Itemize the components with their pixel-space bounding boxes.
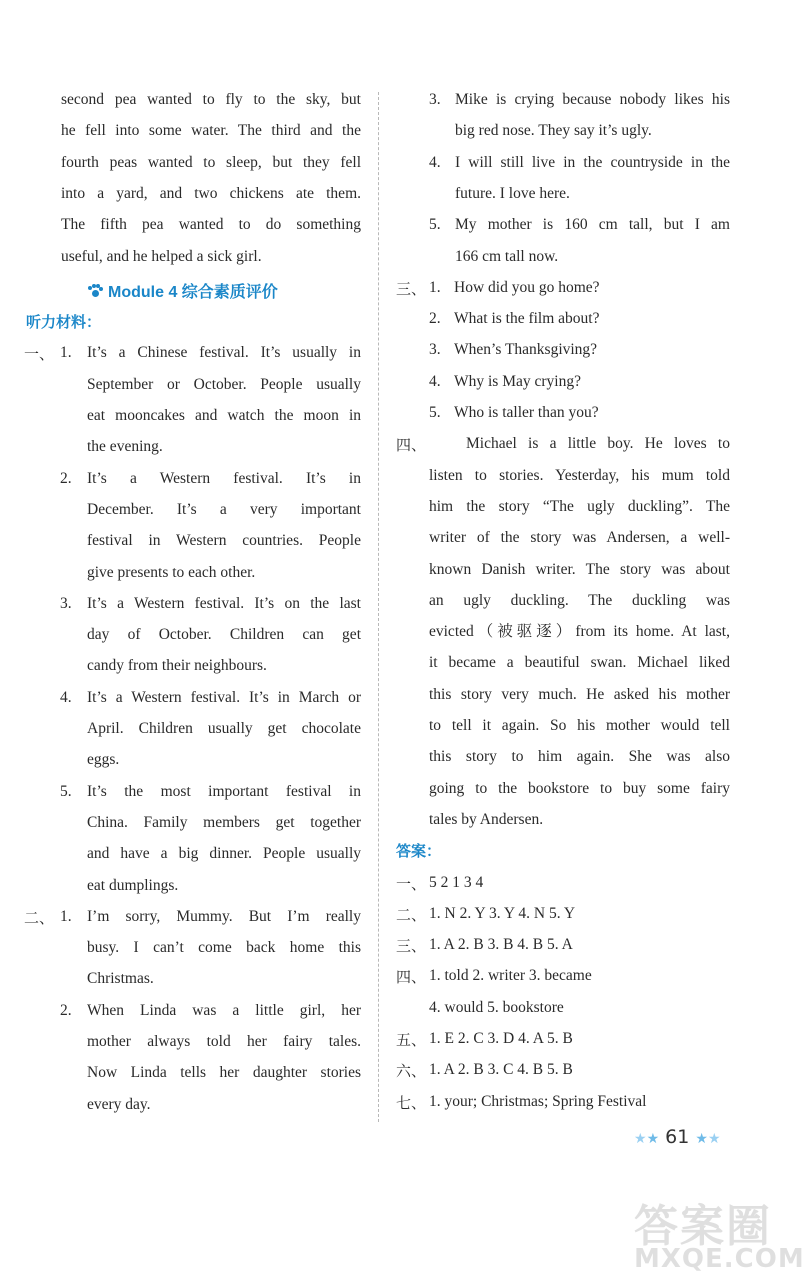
answer-line: 4. would 5. bookstore — [429, 998, 564, 1016]
answer-marker: 五、 — [396, 1031, 427, 1049]
passage-line: writer of the story was Andersen, a well- — [429, 529, 730, 547]
item-number: 2. — [60, 1001, 72, 1019]
answer-line: 1. N 2. Y 3. Y 4. N 5. Y — [429, 904, 576, 922]
item-text-line: eat dumplings. — [87, 876, 179, 894]
answer-line: 1. E 2. C 3. D 4. A 5. B — [429, 1030, 573, 1047]
item-text-line: big red nose. They say it’s ugly. — [455, 122, 652, 140]
item-text-line: future. I love here. — [455, 184, 570, 202]
item-text-line: China. Family members get together — [87, 813, 361, 831]
item-text-line: April. Children usually get chocolate — [87, 720, 361, 737]
answer-line: 1. your; Christmas; Spring Festival — [429, 1092, 647, 1110]
item-number: 4. — [60, 688, 72, 706]
item-number: 1. — [429, 278, 441, 296]
item-number: 4. — [429, 153, 441, 171]
item-text-line: mother always told her fairy tales. — [87, 1033, 361, 1050]
answer-line: 5 2 1 3 4 — [429, 873, 484, 891]
column-divider — [378, 92, 379, 1122]
section-marker: 三、 — [396, 279, 427, 298]
watermark-logo: 答案圈 — [634, 1201, 772, 1252]
question-line: How did you go home? — [454, 278, 600, 296]
item-text-line: It’s a Western festival. It’s on the last — [87, 594, 361, 612]
passage-line: evicted（被驱逐）from its home. At last, — [429, 623, 730, 641]
module-heading-cn: 综合素质评价 — [181, 281, 278, 301]
item-number: 5. — [60, 782, 72, 800]
item-text-line: Mike is crying because nobody likes his — [455, 91, 730, 108]
answer-marker: 七、 — [396, 1093, 427, 1112]
passage-line: it became a beautiful swan. Michael liked — [429, 654, 730, 672]
item-text-line: festival in Western countries. People — [87, 532, 361, 550]
module-heading-en: Module 4 — [108, 283, 182, 301]
intro-text-line: The fifth pea wanted to do something — [61, 216, 361, 234]
item-number: 5. — [429, 216, 441, 234]
item-text-line: candy from their neighbours. — [87, 657, 267, 675]
passage-line: known Danish writer. The story was about — [429, 560, 730, 578]
watermark-url: MXQE.COM — [634, 1244, 805, 1274]
item-text-line: busy. I can’t come back home this — [87, 939, 361, 957]
item-text-line: Now Linda tells her daughter stories — [87, 1064, 361, 1082]
section-marker: 四、 — [396, 436, 427, 455]
item-text-line: It’s a Chinese festival. It’s usually in — [87, 344, 361, 362]
item-text-line: every day. — [87, 1095, 151, 1113]
answer-marker: 三、 — [396, 937, 427, 956]
item-number: 3. — [60, 594, 72, 612]
item-text-line: and have a big dinner. People usually — [87, 845, 361, 863]
question-line: Who is taller than you? — [454, 404, 599, 421]
passage-line: an ugly duckling. The duckling was — [429, 591, 730, 609]
item-text-line: September or October. People usually — [87, 375, 361, 393]
item-text-line: I will still live in the countryside in the — [455, 153, 730, 171]
item-number: 2. — [429, 310, 441, 328]
item-text-line: It’s a Western festival. It’s in March or — [87, 688, 361, 706]
item-text-line: eat mooncakes and watch the moon in — [87, 407, 361, 424]
passage-line: tales by Andersen. — [429, 810, 544, 828]
passage-line: Michael is a little boy. He loves to — [466, 435, 730, 453]
answer-marker: 四、 — [396, 968, 427, 987]
star-icon: ★ — [695, 1131, 708, 1147]
item-text-line: give presents to each other. — [87, 563, 256, 581]
item-text-line: Christmas. — [87, 970, 154, 988]
answer-line: 1. A 2. B 3. B 4. B 5. A — [429, 936, 573, 954]
item-number: 1. — [60, 344, 72, 362]
item-text-line: It’s a Western festival. It’s in — [87, 469, 361, 487]
item-text-line: It’s the most important festival in — [87, 782, 361, 800]
module-heading — [88, 279, 278, 302]
listening-label: 听力材料： — [26, 313, 102, 332]
item-text-line: the evening. — [87, 438, 163, 456]
passage-line: listen to stories. Yesterday, his mum told — [429, 466, 730, 484]
question-line: Why is May crying? — [454, 372, 581, 390]
passage-line: this story very much. He asked his mother — [429, 685, 730, 703]
intro-text-line: he fell into some water. The third and the — [61, 122, 361, 140]
item-number: 4. — [429, 372, 441, 390]
item-number: 1. — [60, 907, 72, 925]
page-number-area — [634, 1126, 721, 1152]
answers-label: 答案： — [396, 842, 442, 861]
item-text-line: eggs. — [87, 751, 120, 769]
item-text-line: When Linda was a little girl, her — [87, 1001, 361, 1019]
item-number: 3. — [429, 91, 441, 108]
item-text-line: day of October. Children can get — [87, 626, 361, 644]
item-text-line: December. It’s a very important — [87, 500, 361, 518]
page-number: 61 — [665, 1126, 690, 1148]
star-icon: ★ — [634, 1131, 647, 1147]
intro-text-line: useful, and he helped a sick girl. — [61, 247, 262, 265]
item-number: 5. — [429, 404, 441, 421]
passage-line: him the story “The ugly duckling”. The — [429, 497, 730, 515]
intro-text-line: fourth peas wanted to sleep, but they fell — [61, 153, 361, 171]
star-icon: ★ — [646, 1131, 660, 1147]
item-text-line: I’m sorry, Mummy. But I’m really — [87, 907, 361, 925]
paw-icon — [88, 284, 102, 298]
answer-marker: 一、 — [396, 874, 427, 893]
passage-line: to tell it again. So his mother would tell — [429, 717, 730, 734]
answer-line: 1. told 2. writer 3. became — [429, 967, 592, 985]
section-marker: 一、 — [24, 345, 55, 364]
item-number: 3. — [429, 341, 441, 359]
question-line: What is the film about? — [454, 310, 600, 328]
section-marker: 二、 — [24, 908, 55, 927]
intro-text-line: second pea wanted to fly to the sky, but — [61, 91, 361, 108]
item-number: 2. — [60, 469, 72, 487]
answer-line: 1. A 2. B 3. C 4. B 5. B — [429, 1061, 573, 1079]
answer-marker: 六、 — [396, 1062, 427, 1081]
intro-text-line: into a yard, and two chickens ate them. — [61, 184, 361, 202]
passage-line: going to the bookstore to buy some fairy — [429, 779, 730, 797]
watermark — [634, 1190, 804, 1278]
question-line: When’s Thanksgiving? — [454, 341, 598, 359]
passage-line: this story to him again. She was also — [429, 748, 730, 766]
answer-marker: 二、 — [396, 905, 427, 924]
star-icon: ★ — [707, 1131, 721, 1147]
item-text-line: My mother is 160 cm tall, but I am — [455, 216, 730, 234]
item-text-line: 166 cm tall now. — [455, 247, 559, 265]
